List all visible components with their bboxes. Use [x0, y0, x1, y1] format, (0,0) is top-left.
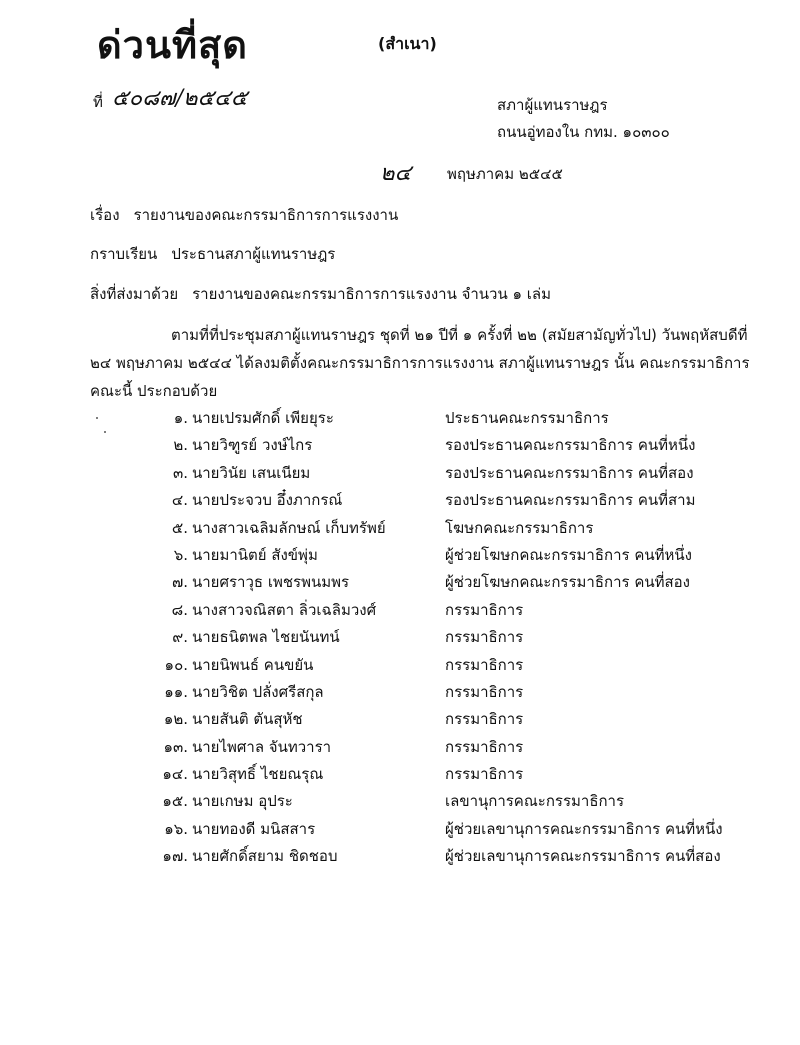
enclosure-line: [90, 282, 551, 306]
member-role: กรรมาธิการ: [445, 682, 524, 701]
member-name: นายประจวบ อึ๋งภากรณ์: [192, 491, 343, 510]
member-name: นายทองดี มนิสสาร: [192, 819, 316, 838]
member-num: ๕.: [171, 518, 188, 537]
member-row: [0, 731, 800, 758]
member-num: ๗.: [171, 573, 188, 592]
copy-mark: (สำเนา): [378, 34, 437, 53]
member-name: นายวิสุทธิ์ ไชยณรุณ: [192, 765, 324, 784]
member-name: นางสาวเฉลิมลักษณ์ เก็บทรัพย์: [192, 518, 386, 537]
member-name: นายนิพนธ์ คนขยัน: [192, 655, 314, 674]
member-row: [0, 457, 800, 484]
date-day-handwritten: ๒๔: [380, 161, 412, 186]
member-row: [0, 676, 800, 703]
member-role: โฆษกคณะกรรมาธิการ: [445, 518, 594, 537]
scan-speck: [96, 417, 98, 419]
member-num: ๖.: [173, 545, 188, 564]
member-role: ผู้ช่วยเลขานุการคณะกรรมาธิการ คนที่หนึ่ง: [445, 819, 723, 838]
office-name: สภาผู้แทนราษฎร: [497, 96, 608, 114]
member-row: [0, 840, 800, 867]
member-row: [0, 813, 800, 840]
member-num: ๑๔.: [162, 765, 188, 784]
member-role: กรรมาธิการ: [445, 600, 524, 619]
paragraph-line-1: ตามที่ที่ประชุมสภาผู้แทนราษฎร ชุดที่ ๒๑ ปีที่ ๑ ครั้งที่ ๒๒ (สมัยสามัญทั่วไป) วันพฤหัสบดีที่: [171, 326, 748, 344]
member-num: ๒.: [173, 436, 188, 455]
member-num: ๑๖.: [164, 819, 188, 838]
member-name: นางสาวจณิสตา ลิ่วเฉลิมวงศ์: [192, 600, 377, 619]
subject-line: [90, 203, 398, 227]
member-role: เลขานุการคณะกรรมาธิการ: [445, 792, 625, 811]
enclosure-label: สิ่งที่ส่งมาด้วย: [90, 285, 179, 303]
member-role: รองประธานคณะกรรมาธิการ คนที่หนึ่ง: [445, 436, 696, 455]
urgent-heading: ด่วนที่สุด: [97, 23, 248, 67]
member-num: ๘.: [171, 600, 188, 619]
member-role: กรรมาธิการ: [445, 628, 524, 647]
paragraph-line-2: ๒๔ พฤษภาคม ๒๕๔๔ ได้ลงมติตั้งคณะกรรมาธิการการแรงงาน สภาผู้แทนราษฎร นั้น คณะกรรมาธิการ: [90, 354, 750, 372]
member-num: ๑๒.: [163, 710, 188, 729]
member-row: [0, 758, 800, 785]
member-role: ผู้ช่วยเลขานุการคณะกรรมาธิการ คนที่สอง: [445, 847, 721, 866]
member-name: นายศักดิ์สยาม ชิดชอบ: [192, 847, 338, 866]
member-num: ๑๓.: [163, 737, 188, 756]
member-row: [0, 402, 800, 429]
member-name: นายไพศาล จันทวารา: [192, 737, 332, 756]
member-row: [0, 484, 800, 511]
member-num: ๑๐.: [164, 655, 188, 674]
member-row: [0, 539, 800, 566]
member-num: ๑.: [173, 409, 188, 427]
member-num: ๑๗.: [162, 847, 188, 866]
date-month-year: พฤษภาคม ๒๕๔๕: [447, 165, 563, 183]
member-role: ประธานคณะกรรมาธิการ: [445, 409, 609, 427]
paragraph-line-3: คณะนี้ ประกอบด้วย: [90, 382, 218, 400]
recipient-line: [90, 242, 335, 266]
member-list: [0, 402, 800, 868]
member-row: [0, 512, 800, 539]
recipient-text: ประธานสภาผู้แทนราษฎร: [171, 245, 336, 263]
member-row: [0, 566, 800, 593]
member-row: [0, 785, 800, 812]
member-name: นายวินัย เสนเนียม: [192, 463, 311, 482]
member-row: [0, 703, 800, 730]
member-num: ๙.: [172, 628, 188, 647]
member-role: รองประธานคณะกรรมาธิการ คนที่สอง: [445, 463, 694, 482]
member-name: นายเปรมศักดิ์ เพียยุระ: [192, 409, 334, 427]
member-role: ผู้ช่วยโฆษกคณะกรรมาธิการ คนที่หนึ่ง: [445, 545, 692, 564]
member-name: นายวิชิต ปลั่งศรีสกุล: [192, 682, 324, 701]
member-num: ๔.: [171, 491, 188, 510]
member-role: กรรมาธิการ: [445, 655, 524, 674]
member-role: ผู้ช่วยโฆษกคณะกรรมาธิการ คนที่สอง: [445, 573, 691, 592]
recipient-label: กราบเรียน: [90, 245, 158, 263]
member-num: ๑๑.: [164, 682, 188, 701]
scan-speck: [104, 431, 106, 433]
member-role: กรรมาธิการ: [445, 710, 524, 729]
member-name: นายศราวุธ เพชรพนมพร: [192, 573, 350, 592]
member-role: รองประธานคณะกรรมาธิการ คนที่สาม: [445, 491, 696, 510]
enclosure-text: รายงานของคณะกรรมาธิการการแรงงาน จำนวน ๑ เล่ม: [192, 285, 551, 303]
reference-label: ที่: [93, 93, 103, 111]
member-name: นายสันติ ตันสุหัช: [192, 710, 303, 729]
member-num: ๑๕.: [162, 792, 188, 811]
member-name: นายวิฑูรย์ วงษ์ไกร: [192, 436, 313, 455]
member-row: [0, 621, 800, 648]
subject-label: เรื่อง: [90, 206, 120, 224]
member-num: ๓.: [172, 463, 188, 482]
member-role: กรรมาธิการ: [445, 765, 524, 784]
member-row: [0, 594, 800, 621]
member-row: [0, 649, 800, 676]
subject-text: รายงานของคณะกรรมาธิการการแรงงาน: [133, 206, 399, 224]
reference-number-handwritten: ๕๐๘๗/๒๕๔๕: [112, 86, 248, 111]
member-row: [0, 429, 800, 456]
office-address: ถนนอู่ทองใน กทม. ๑๐๓๐๐: [497, 123, 670, 141]
member-role: กรรมาธิการ: [445, 737, 524, 756]
member-name: นายเกษม อุประ: [192, 792, 293, 811]
member-name: นายธนิตพล ไชยนันทน์: [192, 628, 340, 647]
member-name: นายมานิตย์ สังข์พุ่ม: [192, 545, 318, 564]
